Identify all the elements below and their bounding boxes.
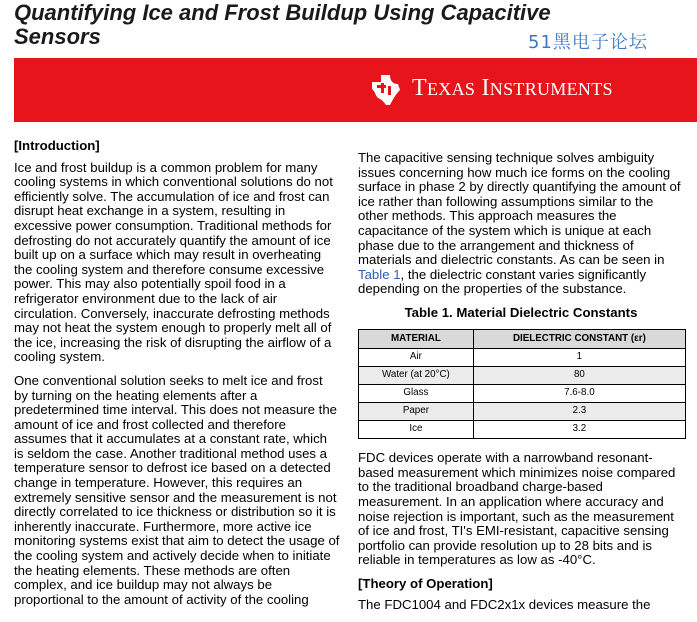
table-cell: 80: [473, 367, 685, 385]
table-cell: 1: [473, 349, 685, 367]
table-1-link[interactable]: Table 1: [358, 266, 401, 282]
table-header-material: MATERIAL: [359, 329, 474, 349]
table-cell: 3.2: [473, 421, 685, 439]
table-cell: Paper: [359, 403, 474, 421]
paragraph: The FDC1004 and FDC2x1x devices measure the: [358, 597, 651, 613]
paragraph: Ice and frost buildup is a common problem for many cooling systems in which conventional solutions do not efficiently solve. The accumulation of ice and frost can disrupt heat exchange in a system, resulting in excessive power consumption. Traditional methods for defrosting do not accurately quantify the amount of ice built up on a surface which may result in overheating the cooling system and therefore consume excessive power. This may also potentially spoil food in a refrigerator environment due to the lack of air circulation. Conversely, inaccurate defrosting methods may not heat the system enough to properly melt all of the ice, increasing the risk of disrupting the airflow of a cooling system.: [14, 159, 333, 365]
table-row: [359, 421, 686, 439]
table-cell: 2.3: [473, 403, 685, 421]
table-row: [359, 367, 686, 385]
ti-banner: [14, 58, 697, 122]
paragraph: The capacitive sensing technique solves ambiguity issues concerning how much ice forms on the cooling surface in phase 2 by directly quantifying the amount of ice rather than following assumptions similar to the other methods. This approach measures the capacitance of the system which is unique at each phase due to the arrangement and thickness of materials and dielectric constants. As can be seen in Table 1, the dielectric constant varies significantly depending on the properties of the substance.: [358, 150, 681, 297]
section-heading-introduction: [Introduction]: [14, 138, 100, 153]
ti-logo-icon: [369, 72, 403, 108]
table-cell: Glass: [359, 385, 474, 403]
table-row: [359, 385, 686, 403]
table-row: [359, 349, 686, 367]
watermark: 51黑电子论坛: [528, 32, 648, 53]
left-column: [14, 139, 340, 616]
right-column: [358, 151, 684, 622]
table-cell: Water (at 20°C): [359, 367, 474, 385]
paragraph: FDC devices operate with a narrowband resonant-based measurement which minimizes noise compared to the traditional broadband charge-based measurement. In an application where accuracy and noise rejection is important, such as the measurement of ice and frost, TI's EMI-resistant, capacitive sensing portfolio can provide resolution up to 28 bits and is reliable in temperatures as low as -40°C.: [358, 450, 676, 568]
section-heading-theory: [Theory of Operation]: [358, 575, 493, 591]
document-title: Quantifying Ice and Frost Buildup Using Capacitive Sensors: [14, 0, 551, 49]
table-cell: Air: [359, 349, 474, 367]
table-row: [359, 403, 686, 421]
table-cell: Ice: [359, 421, 474, 439]
ti-brand-name: TEXAS INSTRUMENTS: [412, 75, 613, 101]
dielectric-table: [358, 329, 686, 440]
table-cell: 7.6-8.0: [473, 385, 685, 403]
table-title: Table 1. Material Dielectric Constants: [404, 304, 638, 320]
paragraph: One conventional solution seeks to melt ice and frost by turning on the heating elements after a predetermined time interval. This does not measure the amount of ice and frost collected and therefore assumes that it accumulates at a constant rate, which is seldom the case. Another traditional method uses a temperature sensor to defrost ice based on a detected change in temperature. However, this requires an extremely sensitive sensor and the measurement is not directly correlated to ice thickness or distribution so it is inherently inaccurate. Furthermore, more active ice monitoring systems exist that aim to detect the usage of the cooling system and actively decide when to initiate the heating elements. These methods are often complex, and ice buildup may not always be proportional to the amount of activity of the cooling: [14, 372, 340, 607]
table-header-dielectric: DIELECTRIC CONSTANT (εr): [473, 329, 685, 349]
